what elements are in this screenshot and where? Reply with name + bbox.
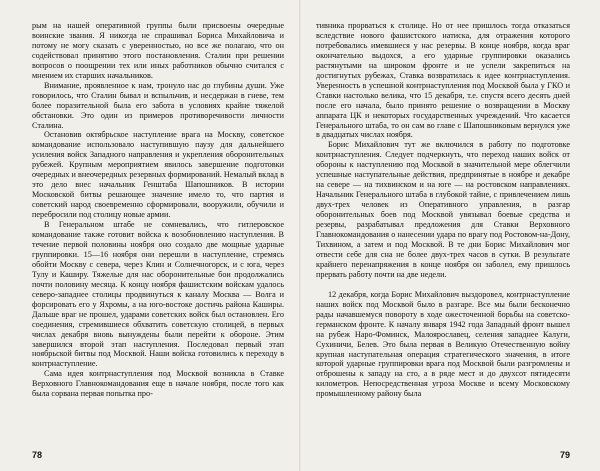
paragraph: рым на нашей оперативной группы были присвоены очередные воинские звания. Я никогда не спрашивал Бориса Михайловича и потому не могу сказать с уверенностью, но все же полагаю, что он содействовал принятию этого постановления. Сталин при решении вопросов о поощрении тех или иных работников обычно считался с мнением их старших начальников. [32, 21, 284, 80]
page-number-right: 79 [559, 450, 570, 460]
paragraph: Борис Михайлович тут же включился в работу по подготовке контрнаступления. Следует подчеркнуть, что переход наших войск от обороны к наступлению под Москвой в значительной мере облегчили успешные наступательные действия, предпринятые в ноябре и декабре на севере — на тихвинском и на юге — на ростовском направлениях. Начальник Генерального штаба в глубокой тайне, с привлечением лишь двух-трех человек из Оперативного управления, в разгар оборонительных боев под Москвой увязывал боевые средства и резервы, разрабатывал предложения для Ставки Верховного Главнокомандования о нанесении удара по врагу под Ростовом-на-Дону, Тихвином, а затем и под Москвой. В те дни Борис Михайлович мог отвести себе для сна не более двух-трех часов в сутки. В результате крайнего перенапряжения в конце ноября он заболел, ему пришлось прервать работу почти на две недели. [316, 140, 570, 279]
right-page [300, 0, 600, 471]
paragraph: тивника прорваться к столице. Но от нее пришлось тогда отказаться вследствие нового фашистского натиска, для отражения которого потребовались имевшиеся у нас резервы. В конце ноября, когда враг окончательно выдохся, а его ударные группировки оказались растянутыми на широком фронте и не успели закрепиться на достигнутых рубежах, Ставка возвратилась к идее контрнаступления. Уверенность в успешной контрнаступления под Москвой была у ГКО и Ставки настолько велика, что 15 декабря, т.е. спустя всего десять дней после его начала, было принято решение о возвращении в Москву аппарата ЦК и некоторых государственных учреждений. Что касается Генерального штаба, то он сам во главе с Шапошниковым вернулся уже в двадцатых числах ноября. [316, 21, 570, 140]
page-number-left: 78 [32, 450, 43, 460]
paragraph: Сама идея контрнаступления под Москвой возникла в Ставке Верховного Главнокомандования еще в начале ноября, после того как была сорвана первая попытка про- [32, 369, 284, 399]
paragraph: 12 декабря, когда Борис Михайлович выздоровел, контрнаступление наших войск под Москвой было в разгаре. Все мы были бесконечно рады начавшемуся повороту в ходе ожесточенной борьбы на советско-германском фронте. К началу января 1942 года Западный фронт вышел на рубеж Наро-Фоминск, Малоярославец, селения западнее Калуги, Сухиничи, Белев. Это была первая в Великую Отечественную войну крупная наступательная операция стратегического значения, в итоге которой ударные группировки врага под Москвой были разгромлены и отброшены к западу на сто, а в ряде мест и до двухсот пятидесяти километров. Непосредственная угроза Москве и всему Московскому промышленному району была [316, 289, 570, 399]
paragraph: Внимание, проявленное к нам, тронуло нас до глубины души. Уже говорилось, что Сталин бывал и вспыльчив, и несдержан в гневе, тем более поразительной была его забота в условиях крайне тяжелой обстановки. Это один из примеров противоречивости личности Сталина. [32, 80, 284, 130]
paragraph: Остановив октябрьское наступление врага на Москву, советское командование использовало наступившую паузу для дальнейшего усиления войск Западного направления и укрепления оборонительных рубежей. Крупным мероприятием явилось завершение подготовки очередных и внеочередных резервных формирований. Немалый вклад в это дело внес начальник Генштаба Шапошников. В истории Московской битвы решающее значение имело то, что партия и советский народ своевременно сформировали, вооружили, обучили и перебросили под столицу новые армии. [32, 130, 284, 220]
paragraph: В Генеральном штабе не сомневались, что гитлеровское командование также готовит войска к возобновлению наступления. В течение первой половины ноября оно создало две мощные ударные группировки. 15—16 ноября они перешли в наступление, стремясь обойти Москву с севера, через Клин и Солнечногорск, и с юга, через Тулу и Каширу. Тяжелые для нас оборонительные бои продолжались почти половину месяца. К концу ноября фашистским войскам удалось северо-западнее столицы продвинуться к каналу Москва — Волга и форсировать его у Яхромы, а на юго-востоке достичь района Каширы. Дальше враг не прошел, ударами советских войск был остановлен. Его соединения, стремившиеся обхватить советскую столицей, в первых числах декабря вновь вынуждены были перейти к обороне. Этим завершился второй этап наступления. Последовал первый этап ноябрьской битвы под Москвой. Наши войска готовились к переходу в контрнаступление. [32, 220, 284, 369]
